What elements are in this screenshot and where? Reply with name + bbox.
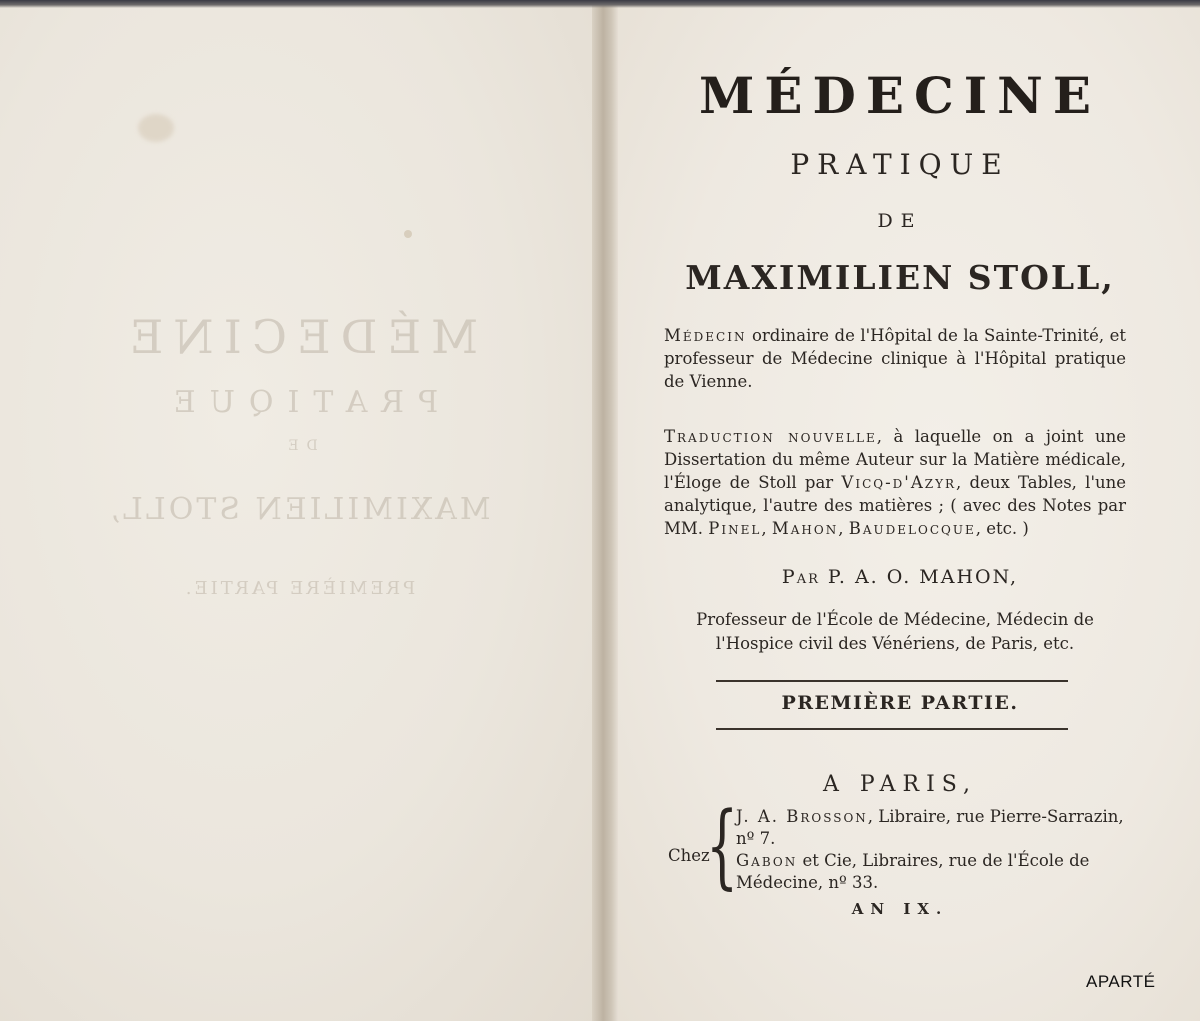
publisher-1-address: , Libraire, rue Pierre-Sarrazin, nº 7. [736, 807, 1124, 848]
ghost-part: PREMIÈRE PARTIE. [182, 578, 416, 599]
pinel-name: Pinel [708, 519, 762, 538]
part-label: PREMIÈRE PARTIE. [781, 692, 1019, 714]
bottom-rule [716, 728, 1068, 730]
publisher-1-name: J. A. Brosson [736, 807, 868, 826]
author-desc-smallcaps: Médecin [664, 326, 747, 345]
top-edge-shadow [0, 0, 1200, 8]
ghost-author: MAXIMILIEN STOLL, [107, 492, 491, 527]
traduction-text-a: , à laquelle on a joint une Dissertation du même Auteur sur la Matière médicale, l'Éloge de Stoll par [664, 427, 1126, 492]
watermark-label: APARTÉ [1086, 972, 1156, 991]
mahon-name: Mahon [771, 519, 839, 538]
paper-spot [404, 230, 412, 238]
ghost-de: DE [280, 438, 318, 454]
publication-year: AN IX. [851, 900, 949, 918]
ghost-subtitle: PRATIQUE [159, 385, 439, 420]
publisher-2-name: Gabon [736, 851, 798, 870]
top-rule [716, 680, 1068, 682]
translator-name: P. A. O. MAHON, [819, 566, 1019, 588]
brace-glyph: { [706, 792, 739, 899]
chez-label: Chez [668, 846, 710, 865]
author-description [664, 324, 1126, 393]
translator-line [630, 566, 1170, 588]
book-subtitle: PRATIQUE [790, 148, 1010, 181]
publisher-2-address: et Cie, Libraires, rue de l'École de Médecine, nº 33. [736, 851, 1090, 892]
author-name: MAXIMILIEN STOLL, [685, 258, 1115, 297]
ghost-title: MÉDECINE [119, 310, 479, 364]
traduction-text-c: , etc. ) [975, 519, 1029, 538]
publisher-1 [736, 806, 1128, 850]
imprint-city: A PARIS, [822, 772, 978, 797]
book-de: DE [877, 210, 923, 232]
translation-note [664, 425, 1126, 540]
traduction-text-b: , deux Tables, l'une analytique, l'autre des matières ; ( avec des Notes par MM. [664, 473, 1126, 538]
author-desc-text: ordinaire de l'Hôpital de la Sainte-Trinité, et professeur de Médecine clinique à l'Hôpital pratique de Vienne. [664, 326, 1126, 391]
paper-stain [138, 114, 174, 142]
separator: , [761, 519, 772, 538]
book-title: MÉDECINE [699, 66, 1101, 125]
vicq-name: Vicq-d'Azyr [841, 473, 957, 492]
baudelocque-name: Baudelocque [848, 519, 976, 538]
publisher-2 [736, 850, 1128, 894]
par-smallcaps: Par [781, 566, 820, 588]
separator: , [838, 519, 849, 538]
traduction-smallcaps: Traduction nouvelle [664, 427, 877, 446]
translator-description: Professeur de l'École de Médecine, Médecin de l'Hospice civil des Vénériens, de Paris, etc. [696, 610, 1094, 653]
